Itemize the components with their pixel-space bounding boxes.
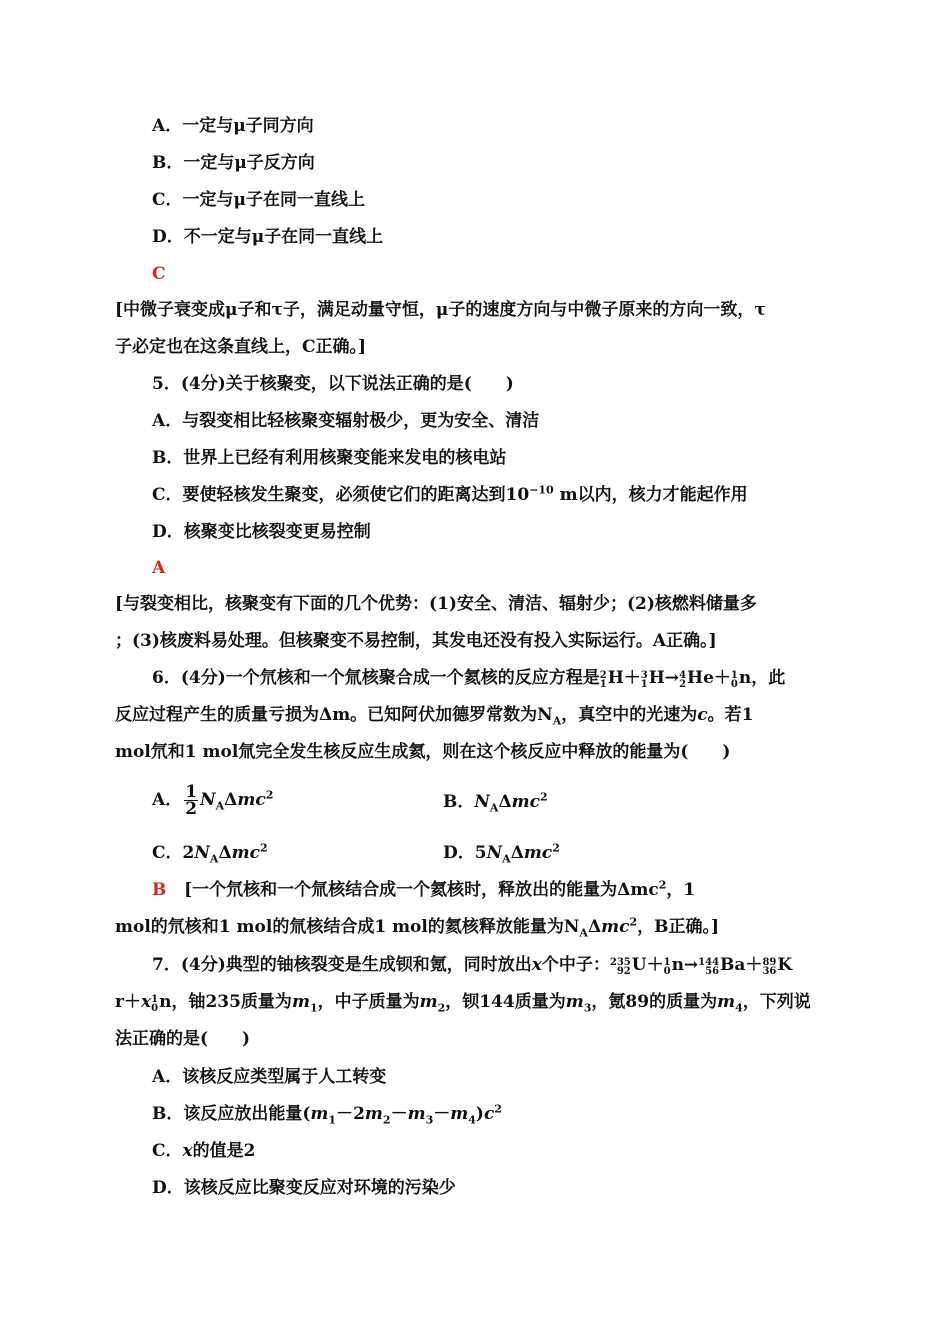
q5-option-d: D．核聚变比核裂变更易控制 xyxy=(152,522,371,542)
q5-option-c-text: C．要使轻核发生聚变，必须使它们的距离达到10 xyxy=(152,485,530,505)
q6-option-a: A． $\frac{1}{2}$ $N_A\Delta mc^2$ xyxy=(152,782,274,819)
q6-answer: B xyxy=(152,880,167,900)
he-isotope: 4 2 xyxy=(679,670,687,690)
q5-explanation-line-2: ；(3)核废料易处理。但核聚变不易控制，其发电还没有投入实际运行。A正确。] xyxy=(115,631,717,651)
q6-stem-line-1 xyxy=(152,667,785,689)
h3-isotope: 3 1 xyxy=(640,670,648,690)
q6-stem-line-3: mol氘和1 mol氚完全发生核反应生成氦，则在这个核反应中释放的能量为( ) xyxy=(115,742,731,762)
q6-option-d: D．$5N_A\Delta mc^2$ xyxy=(443,841,560,866)
q6-stem-text: 6．(4分)一个氘核和一个氚核聚合成一个氦核的反应方程是 xyxy=(152,668,600,688)
q7-reaction-equation: 235 92 U＋ 1 0 n→ 144 56 Ba＋ 89 36 K xyxy=(609,955,793,977)
q7-option-a: A．该核反应类型属于人工转变 xyxy=(152,1067,387,1087)
q6-stem-line-2: 反应过程产生的质量亏损为Δm。已知阿伏加德罗常数为$N_A$，真空中的光速为c。若1 xyxy=(115,705,754,728)
q6-option-c: C．$2N_A\Delta mc^2$ xyxy=(152,841,268,866)
q6-explanation-line-2: mol的氘核和1 mol的氚核结合成1 mol的氦核释放能量为$N_A\Delta mc^2$，B正确。] xyxy=(115,915,720,940)
q7-stem-line-3: 法正确的是( ) xyxy=(115,1029,251,1049)
ba-isotope: 144 56 xyxy=(698,957,720,977)
q4-option-a: A．一定与μ子同方向 xyxy=(152,116,314,136)
q5-explanation-line-1: [与裂变相比，核聚变有下面的几个优势：(1)安全、清洁、辐射少；(2)核燃料储量多 xyxy=(115,594,757,614)
q6-stem-end: ，此 xyxy=(751,668,786,688)
neutron-isotope-1: 1 0 xyxy=(663,957,671,977)
one-half-fraction: $\frac{1}{2}$ xyxy=(185,782,198,819)
q4-explanation-line-2: 子必定也在这条直线上，C正确。] xyxy=(115,337,367,357)
q5-option-b: B．世界上已经有利用核聚变能来发电的核电站 xyxy=(152,448,507,468)
q7-stem-line-2: r＋x 1 0 n，铀235质量为$m_1$，中子质量为$m_2$，钡144质量为$m_3$，氪89的质量为$m_4$，下列说 xyxy=(115,992,811,1015)
q4-explanation-line-1: [中微子衰变成μ子和τ子，满足动量守恒，μ子的速度方向与中微子原来的方向一致，τ xyxy=(115,300,766,320)
q7-stem-line-1: 7．(4分)典型的铀核裂变是生成钡和氪，同时放出x个中子： 235 92 U＋ 1 0 n→ 144 56 Ba＋ 89 36 K xyxy=(152,955,793,977)
q4-option-c: C．一定与μ子在同一直线上 xyxy=(152,190,365,210)
q4-answer: C xyxy=(152,264,166,284)
q6-reaction-equation: 2 1 H＋ 3 1 H→ 4 2 He＋ 1 0 n xyxy=(599,668,752,690)
neutron-isotope: 1 0 xyxy=(730,670,738,690)
q4-option-b: B．一定与μ子反方向 xyxy=(152,153,315,173)
q5-option-a: A．与裂变相比轻核聚变辐射极少，更为安全、清洁 xyxy=(152,411,540,431)
q5-option-c xyxy=(152,484,748,506)
h2-isotope: 2 1 xyxy=(599,670,607,690)
q7-option-c: C．x的值是2 xyxy=(152,1141,256,1161)
q7-option-b: B．该反应放出能量$(m_1-2m_2-m_3-m_4)c^2$ xyxy=(152,1102,502,1127)
q4-option-d: D．不一定与μ子在同一直线上 xyxy=(152,227,384,247)
neutron-isotope-2: 1 0 xyxy=(151,994,159,1014)
q7-option-d: D．该核反应比聚变反应对环境的污染少 xyxy=(152,1178,456,1198)
q5-stem: 5．(4分)关于核聚变，以下说法正确的是( ) xyxy=(152,374,514,394)
q5-option-c-tail: m以内，核力才能起作用 xyxy=(553,485,748,505)
q6-option-b: B．$N_A\Delta mc^2$ xyxy=(443,790,548,815)
q6-answer-line: B [一个氘核和一个氚核结合成一个氦核时，释放出的能量为Δmc$^2$，1 xyxy=(152,878,696,900)
q5-option-c-exponent: −10 xyxy=(529,483,554,497)
q5-answer: A xyxy=(152,558,166,578)
kr-isotope: 89 36 xyxy=(762,957,777,977)
u-isotope: 235 92 xyxy=(609,957,631,977)
